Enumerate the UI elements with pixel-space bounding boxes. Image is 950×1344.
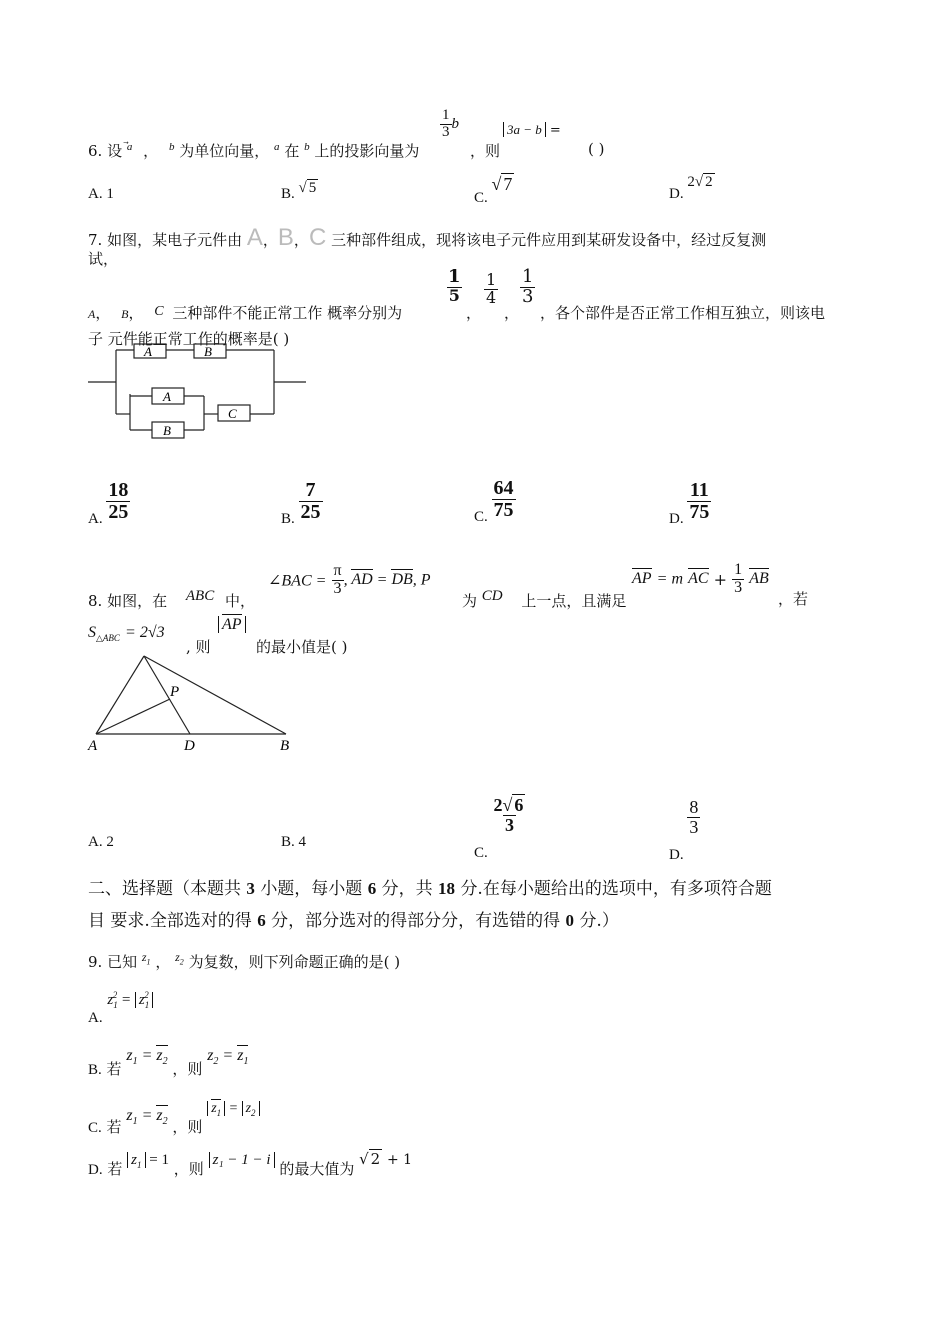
q9-a-formula: $z_1^2 = z_1^2$ [107,992,152,1008]
faint-a: A [246,224,263,251]
section-2-header-line2: 目 要求.全部选对的得 6 分，部分选对的得部分分，有选错的得 0 分.） [88,911,619,931]
fig-label-d: D [184,738,195,754]
q8-ruo: ，若 [778,590,809,608]
vector-a: a [126,141,133,153]
q7-stem-line2: A， B， C 三种部件不能正常工作 概率分别为 [88,304,403,322]
vector-b: b [168,141,175,153]
q7-option-c[interactable]: C. $\frac{64}{75}$ [474,477,514,525]
q6-text-2: 为单位向量， [179,142,270,160]
sqrt-icon: √ 6 [502,795,524,815]
q9-c-result: $z_1 = z_2$ [207,1101,259,1116]
q7-stem-line2-end: ，各个部件是否正常工作相互独立，则该电 [540,304,826,322]
circuit-diagram [88,342,308,442]
sqrt-icon: √ 2 [359,1150,381,1168]
q9-d-expr: z₁ − 1 − i [209,1152,275,1168]
q7-option-b[interactable]: B. $\frac{7}{25}$ [281,479,321,527]
q7-option-d[interactable]: D. $\frac{11}{75}$ [669,479,710,527]
triangle-figure [86,652,296,756]
circuit-label-a1: A [144,344,152,359]
fig-label-b: B [280,738,290,754]
q6-text-3: 在 [284,142,300,160]
q9-c-cond: $z_1 = z_2$ [126,1107,168,1128]
q8-vector-equation: AP = m AC + $\frac{1}{3}$ AB [632,561,769,596]
vector-b-2: b [304,141,310,153]
q8-option-a[interactable]: A. 2 [88,834,114,850]
q6-number: 6. [88,142,103,160]
fig-label-a: A [88,738,98,754]
q8-option-c[interactable]: C. $\frac{2√ 6}{3}$ [474,795,524,861]
q6-paren: ( ) [588,140,605,158]
q7-prob-2: $\frac{1}{4}$ [486,270,497,307]
q7-stem-line1: 7. 如图，某电子元件由 A，B，C 三种部件组成，现将该电子元件应用到某研发设备中，经过反复测 [88,224,767,251]
q6-stem: 6. 设 $^a$ ， $^b$ 为单位向量， $^a$ 在 $^b$ 上的投影向量为 [88,141,420,160]
q9-option-a[interactable]: A. $z_1^2 = z_1^2$ [88,990,153,1027]
q7-prob-3: $\frac{1}{3}$ [522,266,534,307]
q6-projection: $\frac{1}{3}$ b [442,107,459,140]
circuit-label-c: C [228,406,237,421]
q9-b-result: $z_2 = z_1$ [207,1047,249,1068]
q8-ap-abs: AP [218,614,246,634]
q8-condition: ∠BAC = $\frac{\pi}{3}$ , AD = DB, P [268,562,431,597]
sqrt-icon: √ 7 [491,174,513,194]
q9-option-d[interactable]: D. 若 $z_1 = 1$ ，则 z₁ − 1 − i 的最大值为 √ 2 + 1 [88,1150,413,1178]
q7-comma-1: ， [466,304,482,322]
circuit-label-a2: A [163,389,171,404]
faint-c: C [308,224,327,251]
q9-option-b[interactable]: B. 若 $z_1 = z_2$ ，则 $z_2 = z_1$ [88,1047,249,1078]
vector-a-2: a [274,141,280,153]
q7-stem-line3: 子 元件能正常工作的概率是( ) [88,330,290,348]
q6-text-4: 上的投影向量为 [314,142,420,160]
sqrt-icon: √ 5 [298,180,317,196]
q6-expression: 3a − b = [503,122,561,138]
q9-stem: 9. 已知 $^{z_1}$ ， $^{z_2}$ 为复数，则下列命题正确的是( ) [88,950,401,971]
q6-text: 设 [107,142,123,160]
q6-option-b[interactable]: B. √ 5 [281,180,317,202]
fig-label-p: P [170,684,180,700]
q8-stem-line2b: , 则 [186,638,211,656]
q9-b-cond: $z_1 = z_2$ [126,1047,168,1068]
q8-stem-line2c: 的最小值是( ) [256,638,348,656]
q6-option-a[interactable]: A. 1 [88,186,114,202]
q8-stem-line1: 8. 如图，在 ABC 中， [88,588,256,610]
q8-option-d[interactable]: D. $\frac{8}{3}$ [669,797,699,863]
q8-stem-line2: $S_{\triangle ABC} = 2√3$ [88,624,165,644]
q7-comma-2: ， [504,304,520,322]
q8-option-b[interactable]: B. 4 [281,834,307,850]
section-2-header-line1: 二、选择题（本题共 3 小题，每小题 6 分，共 18 分.在每小题给出的选项中，有多项符合题 [88,879,772,899]
faint-b: B [277,224,294,251]
q8-stem-wei: 为 CD 上一点，且满足 [462,588,627,610]
q6-option-d[interactable]: D. 2√ 2 [669,174,713,202]
circuit-label-b2: B [163,423,171,438]
q7-option-a[interactable]: A. $\frac{18}{25}$ [88,479,129,527]
q6-option-c[interactable]: C. √ 7 [474,174,513,206]
circuit-label-b1: B [204,344,212,359]
sqrt-icon: √ 2 [694,174,713,190]
q7-stem-line1c: 试， [88,250,119,268]
q7-prob-1: $\frac{1}{5}$ [448,266,461,305]
q9-d-cond: $z_1 = 1$ [127,1152,169,1168]
q9-option-c[interactable]: C. 若 $z_1 = z_2$ ，则 $z_1 = z_2$ [88,1098,260,1137]
q6-then: ，则 [470,142,501,160]
